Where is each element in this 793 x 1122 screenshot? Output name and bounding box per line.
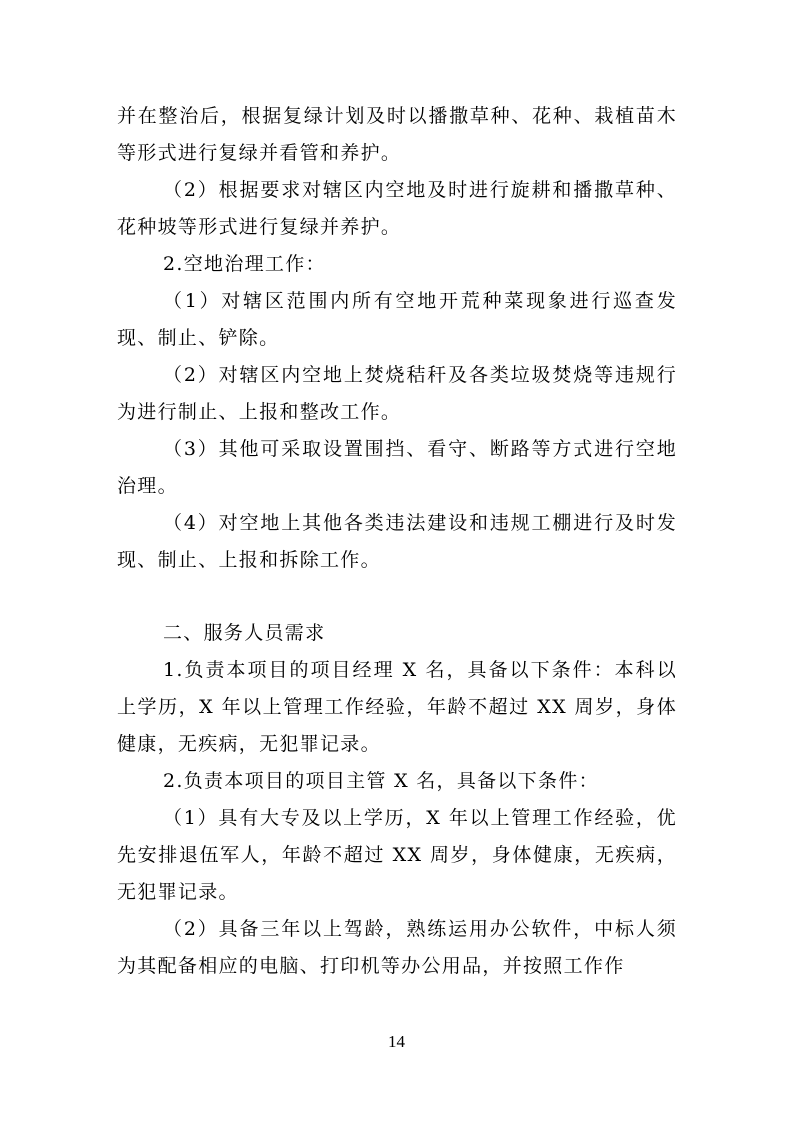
paragraph-item-1-patrol: （1）对辖区范围内所有空地开荒种菜现象进行巡查发现、制止、铲除。 [117,290,677,349]
paragraph-supervisor-item-2: （2）具备三年以上驾龄，熟练运用办公软件，中标人须为其配备相应的电脑、打印机等办公用品，并按照工作作 [117,918,677,977]
paragraph-continuation-regreening: 并在整治后，根据复绿计划及时以播撒草种、花种、栽植苗木等形式进行复绿并看管和养护。 [117,105,677,164]
paragraph-item-2-rotary-tillage: （2）根据要求对辖区内空地及时进行旋耕和播撒草种、花种坡等形式进行复绿并养护。 [117,179,677,238]
paragraph-item-4-illegal-construction: （4）对空地上其他各类违法建设和违规工棚进行及时发现、制止、上报和拆除工作。 [117,512,677,571]
paragraph-item-2-burning: （2）对辖区内空地上焚烧秸秆及各类垃圾焚烧等违规行为进行制止、上报和整改工作。 [117,364,677,423]
paragraph-supervisor-item-1: （1）具有大专及以上学历，X 年以上管理工作经验，优先安排退伍军人，年龄不超过 XX 周岁，身体健康，无疾病，无犯罪记录。 [117,807,677,903]
document-body [117,98,677,985]
paragraph-project-manager: 1.负责本项目的项目经理 X 名，具备以下条件：本科以上学历，X 年以上管理工作经验，年龄不超过 XX 周岁，身体健康，无疾病，无犯罪记录。 [117,659,677,755]
section-heading-staff-requirements: 二、服务人员需求 [163,622,326,644]
paragraph-item-3-fencing: （3）其他可采取设置围挡、看守、断路等方式进行空地治理。 [117,438,677,497]
paragraph-project-supervisor: 2.负责本项目的项目主管 X 名，具备以下条件： [163,770,599,792]
page-number: 14 [388,1032,405,1051]
section-heading-vacant-land: 2.空地治理工作： [163,253,326,275]
